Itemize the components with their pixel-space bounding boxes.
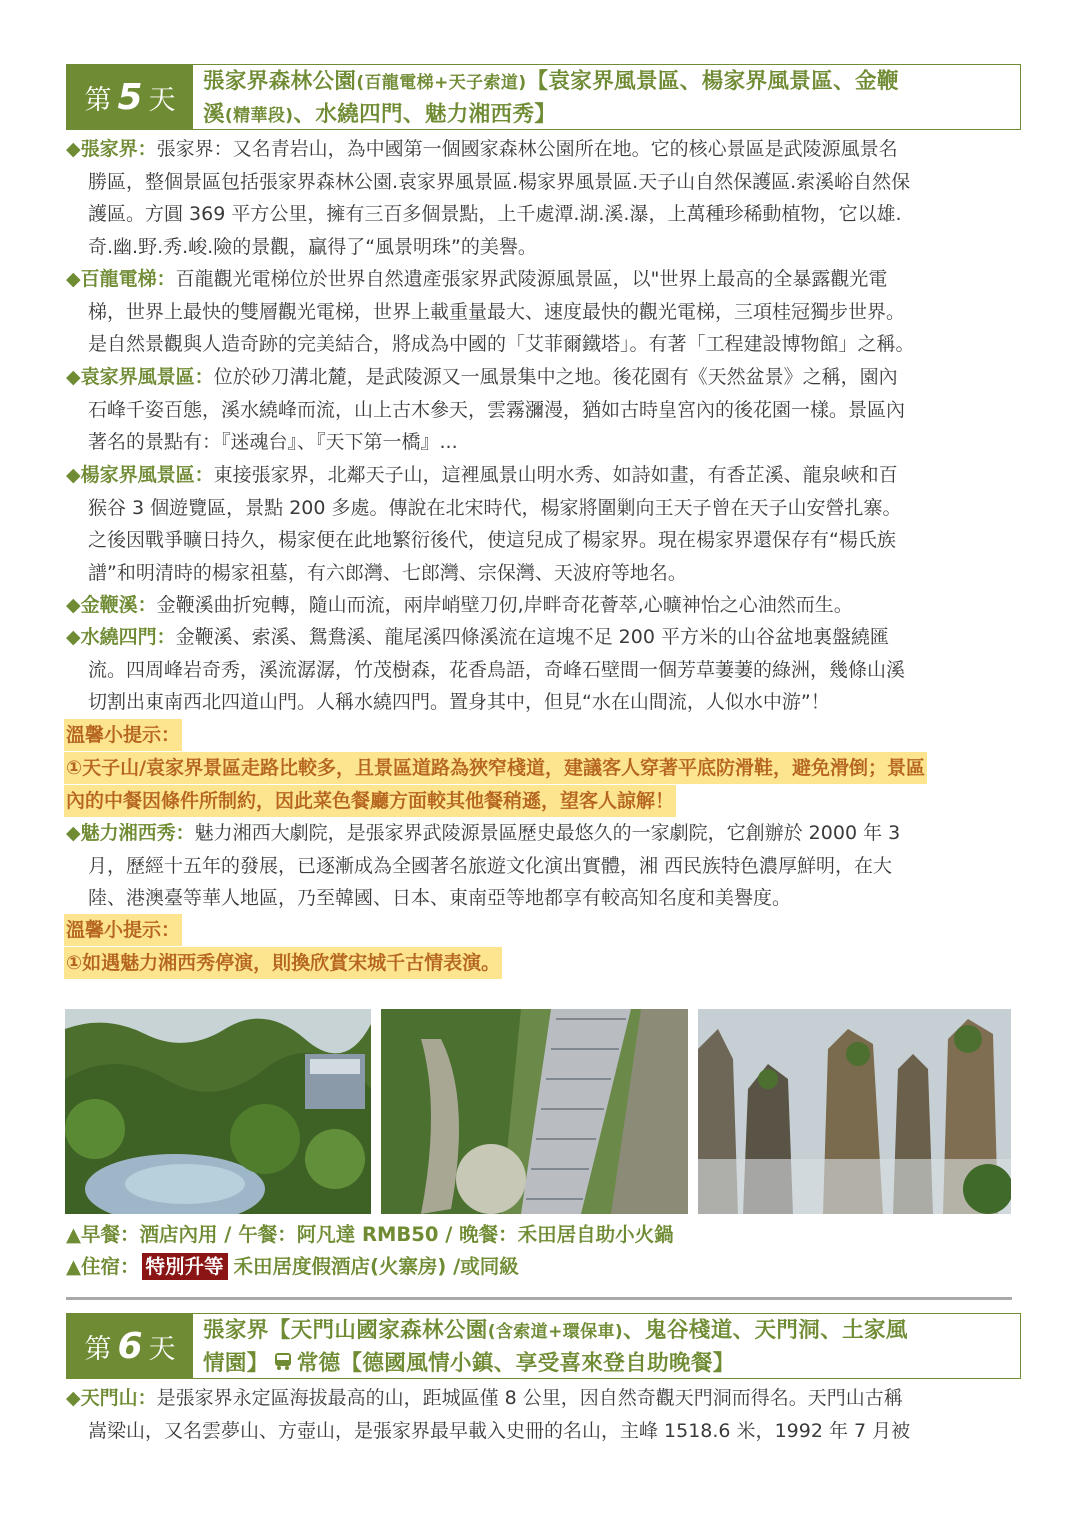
day-suffix: 天 bbox=[148, 1333, 176, 1365]
day6-badge bbox=[67, 1314, 193, 1378]
section-text: 勝區，整個景區包括張家界森林公園.袁家界風景區.楊家界風景區.天子山自然保護區.索溪峪自然保 bbox=[88, 170, 911, 193]
section-text: 金鞭溪曲折宛轉，隨山而流，兩岸峭壁刀仞,岸畔奇花薈萃,心曠神怡之心油然而生。 bbox=[156, 594, 853, 616]
title-part: (百龍電梯+天子索道) bbox=[356, 73, 527, 93]
day-number: 6 bbox=[117, 1325, 143, 1367]
day6-header bbox=[66, 1313, 1021, 1379]
section-text: 位於砂刀溝北麓，是武陵源又一風景集中之地。後花園有《天然盆景》之稱，園內 bbox=[213, 366, 898, 388]
diamond-bullet-icon: ◆ bbox=[66, 268, 81, 290]
section-divider bbox=[66, 1297, 1012, 1300]
section-text: 之後因戰爭曠日持久，楊家便在此地繁衍後代，使這兒成了楊家界。現在楊家界還保存有“楊氏族 bbox=[88, 529, 896, 551]
title-part: 【袁家界風景區、楊家界風景區、金鞭 bbox=[526, 69, 899, 94]
day-number: 5 bbox=[117, 76, 143, 118]
hotel-prefix: ▲住宿： bbox=[66, 1255, 140, 1278]
section-text: 著名的景點有：『迷魂台』、『天下第一橋』... bbox=[88, 431, 458, 453]
diamond-bullet-icon: ◆ bbox=[66, 366, 81, 388]
meals-line: ▲早餐：酒店內用 / 午餐：阿凡達 RMB50 / 晚餐：禾田居自助小火鍋 bbox=[66, 1223, 674, 1246]
section-jinbian bbox=[66, 589, 1021, 622]
day6-title bbox=[193, 1314, 916, 1378]
diamond-bullet-icon: ◆ bbox=[66, 464, 81, 486]
day5-badge bbox=[67, 65, 193, 129]
section-text: 梯，世界上最快的雙層觀光電梯，世界上載重量最大、速度最快的觀光電梯，三項桂冠獨步世界。 bbox=[88, 300, 906, 323]
hotel-line bbox=[66, 1251, 519, 1279]
section-label: 楊家界風景區： bbox=[80, 464, 214, 486]
title-part: 、水繞四門、魅力湘西秀】 bbox=[293, 102, 557, 127]
photo-pillar-peaks-image bbox=[698, 1009, 1011, 1214]
day5-title bbox=[193, 65, 907, 129]
section-text: 陸、港澳臺等華人地區，乃至韓國、日本、東南亞等地都享有較高知名度和美譽度。 bbox=[88, 887, 792, 909]
section-text: 切割出東南西北四道山門。人稱水繞四門。置身其中，但見“水在山間流，人似水中游”！ bbox=[88, 691, 830, 713]
section-text: 譜”和明清時的楊家祖墓，有六郎灣、七郎灣、宗保灣、天波府等地名。 bbox=[88, 561, 687, 584]
day-suffix: 天 bbox=[148, 84, 176, 116]
section-label: 魅力湘西秀： bbox=[80, 822, 195, 844]
title-part: 常德【德國風情小鎮、享受喜來登自助晚餐】 bbox=[296, 1351, 735, 1376]
section-label: 水繞四門： bbox=[80, 626, 176, 648]
section-label: 張家界： bbox=[80, 138, 157, 160]
section-tianmen bbox=[66, 1382, 1021, 1447]
diamond-bullet-icon: ◆ bbox=[66, 822, 81, 844]
section-text: 東接張家界，北鄰天子山，這裡風景山明水秀、如詩如畫，有香芷溪、龍泉峽和百 bbox=[213, 464, 898, 486]
diamond-bullet-icon: ◆ bbox=[66, 138, 81, 160]
photo-tianzi-lake-image bbox=[65, 1009, 371, 1214]
section-text: 是張家界永定區海拔最高的山，距城區僅 8 公里，因自然奇觀天門洞而得名。天門山古稱 bbox=[156, 1387, 903, 1409]
title-part: (精華段) bbox=[224, 106, 294, 126]
section-text: 嵩梁山，又名雲夢山、方壺山，是張家界最早載入史冊的名山，主峰 1518.6 米，1992 年 7 月被 bbox=[88, 1419, 911, 1442]
tip-title: 溫馨小提示： bbox=[64, 914, 182, 946]
title-part: 溪 bbox=[203, 102, 225, 127]
tip-title: 溫馨小提示： bbox=[64, 719, 182, 751]
diamond-bullet-icon: ◆ bbox=[66, 594, 81, 616]
section-text: 張家界：又名青岩山，為中國第一個國家森林公園所在地。它的核心景區是武陵源風景名 bbox=[156, 138, 898, 160]
section-text: 猴谷 3 個遊覽區，景點 200 多處。傳說在北宋時代，楊家將圍剿向王天子曾在天子山安營扎寨。 bbox=[88, 496, 902, 519]
title-part: (含索道+環保車) bbox=[487, 1322, 624, 1342]
section-bailong bbox=[66, 263, 1021, 361]
day5-header bbox=[66, 64, 1021, 130]
section-label: 袁家界風景區： bbox=[80, 366, 214, 388]
section-text: 是自然景觀與人造奇跡的完美結合，將成為中國的「艾菲爾鐵塔」。有著「工程建設博物館」之稱。 bbox=[88, 333, 915, 355]
photo-bailong-elevator bbox=[381, 1009, 688, 1214]
diamond-bullet-icon: ◆ bbox=[66, 1387, 81, 1409]
section-text: 金鞭溪、索溪、鴛鴦溪、龍尾溪四條溪流在這塊不足 200 平方米的山谷盆地裏盤繞匯 bbox=[175, 626, 889, 648]
section-yangjiajie bbox=[66, 459, 1021, 589]
section-yuanjiajie bbox=[66, 361, 1021, 459]
section-text: 魅力湘西大劇院，是張家界武陵源景區歷史最悠久的一家劇院，它創辦於 2000 年 3 bbox=[194, 822, 901, 844]
section-label: 金鞭溪： bbox=[80, 594, 157, 616]
upgrade-badge: 特別升等 bbox=[142, 1253, 228, 1280]
title-part: 情園】 bbox=[203, 1351, 269, 1376]
section-label: 百龍電梯： bbox=[80, 268, 176, 290]
title-part: 、鬼谷棧道、天門洞、土家風 bbox=[623, 1318, 908, 1343]
diamond-bullet-icon: ◆ bbox=[66, 626, 81, 648]
section-text: 奇.幽.野.秀.峻.險的景觀，贏得了“風景明珠”的美譽。 bbox=[88, 235, 537, 258]
day-prefix: 第 bbox=[84, 1333, 112, 1365]
section-text: 流。四周峰岩奇秀，溪流潺潺，竹茂樹森，花香鳥語，奇峰石壁間一個芳草萋萋的綠洲，幾條山溪 bbox=[88, 658, 906, 681]
section-shuirao bbox=[66, 621, 1021, 719]
title-part: 張家界森林公園 bbox=[203, 69, 357, 94]
section-zhangjiajie bbox=[66, 133, 1021, 263]
bus-icon bbox=[273, 1349, 293, 1380]
tip-text: ①如遇魅力湘西秀停演，則換欣賞宋城千古情表演。 bbox=[64, 947, 502, 979]
hotel-name: 禾田居度假酒店(火寨房) /或同級 bbox=[233, 1255, 519, 1278]
section-meili bbox=[66, 817, 1021, 915]
section-text: 石峰千姿百態，溪水繞峰而流，山上古木參天，雲霧瀰漫，猶如古時皇宮內的後花園一樣。景區內 bbox=[88, 398, 906, 421]
section-text: 百龍觀光電梯位於世界自然遺產張家界武陵源風景區，以"世界上最高的全暴露觀光電 bbox=[175, 268, 888, 290]
title-part: 張家界【天門山國家森林公園 bbox=[203, 1318, 488, 1343]
section-text: 月，歷經十五年的發展，已逐漸成為全國著名旅遊文化演出實體，湘 西民族特色濃厚鮮明，在大 bbox=[88, 854, 893, 877]
tip-text: 內的中餐因條件所制約，因此菜色餐廳方面較其他餐稍遜，望客人諒解！ bbox=[64, 785, 676, 817]
photo-tianzi-lake bbox=[65, 1009, 371, 1214]
tip-text: ①天子山/袁家界景區走路比較多，且景區道路為狹窄棧道，建議客人穿著平底防滑鞋，避免滑倒；景區 bbox=[64, 752, 927, 784]
photo-bailong-elevator-image bbox=[381, 1009, 688, 1214]
section-label: 天門山： bbox=[80, 1387, 157, 1409]
section-text: 護區。方圓 369 平方公里，擁有三百多個景點，上千處潭.湖.溪.瀑，上萬種珍稀動植物，它以雄. bbox=[88, 203, 902, 225]
photo-pillar-peaks bbox=[698, 1009, 1011, 1214]
day-prefix: 第 bbox=[84, 84, 112, 116]
